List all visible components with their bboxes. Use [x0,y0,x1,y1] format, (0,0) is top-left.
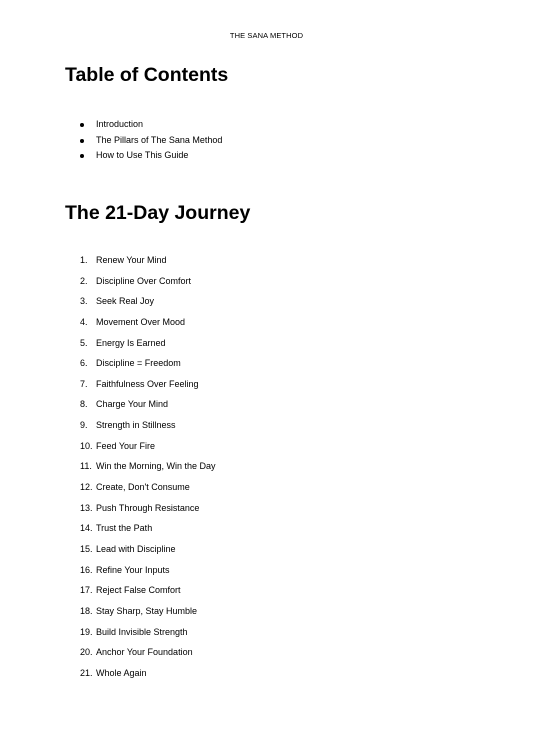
journey-item-number: 20. [80,647,93,658]
journey-item-title: Charge Your Mind [96,399,169,410]
journey-item-title: Refine Your Inputs [96,564,170,575]
bullet-dot-icon [80,154,84,158]
journey-item-number: 9. [80,420,88,431]
journey-item-number: 16. [80,564,93,575]
toc-item-label: Introduction [96,119,144,129]
journey-item-number: 10. [80,440,93,451]
toc-item-label: How to Use This Guide [96,150,189,160]
journey-item-number: 18. [80,605,93,616]
journey-item-number: 11. [80,461,92,472]
journey-item-title: Win the Morning, Win the Day [96,461,216,472]
journey-item-title: Create, Don't Consume [96,482,190,493]
journey-item-title: Stay Sharp, Stay Humble [96,605,198,616]
journey-item-title: Trust the Path [96,523,153,534]
journey-item-number: 7. [80,378,88,389]
journey-item-number: 13. [80,502,93,513]
journey-item-title: Energy Is Earned [96,337,166,348]
journey-item-title: Push Through Resistance [96,502,200,513]
journey-heading: The 21-Day Journey [65,202,251,224]
bullet-dot-icon [80,139,84,143]
journey-item-number: 1. [80,255,88,265]
bullet-dot-icon [80,123,84,127]
journey-item-number: 12. [80,482,93,493]
toc-heading: Table of Contents [65,64,229,86]
journey-item-number: 14. [80,523,93,534]
journey-item-number: 19. [80,626,93,637]
journey-item-number: 5. [80,337,88,348]
journey-item-title: Discipline Over Comfort [96,275,192,286]
journey-item-number: 2. [80,275,88,286]
journey-item-number: 4. [80,316,88,327]
journey-item-number: 3. [80,296,88,307]
journey-item-number: 6. [80,358,88,369]
journey-item-title: Anchor Your Foundation [96,647,193,658]
journey-item-title: Whole Again [96,667,147,678]
journey-item-title: Discipline = Freedom [96,358,181,369]
journey-item-title: Lead with Discipline [96,543,176,554]
journey-item-number: 15. [80,543,93,554]
journey-item-title: Strength in Stillness [96,420,176,431]
journey-item-title: Feed Your Fire [96,440,156,451]
toc-item-label: The Pillars of The Sana Method [96,134,223,145]
journey-item-number: 21. [80,667,93,678]
journey-item-title: Renew Your Mind [96,255,167,265]
journey-item-number: 17. [80,585,93,596]
journey-item-number: 8. [80,399,88,410]
running-header: THE SANA METHOD [229,31,304,40]
journey-item-title: Seek Real Joy [96,296,155,307]
journey-item-title: Faithfulness Over Feeling [96,378,199,389]
journey-item-title: Movement Over Mood [96,316,186,327]
journey-item-title: Build Invisible Strength [96,626,188,637]
journey-item-title: Reject False Comfort [96,585,181,596]
